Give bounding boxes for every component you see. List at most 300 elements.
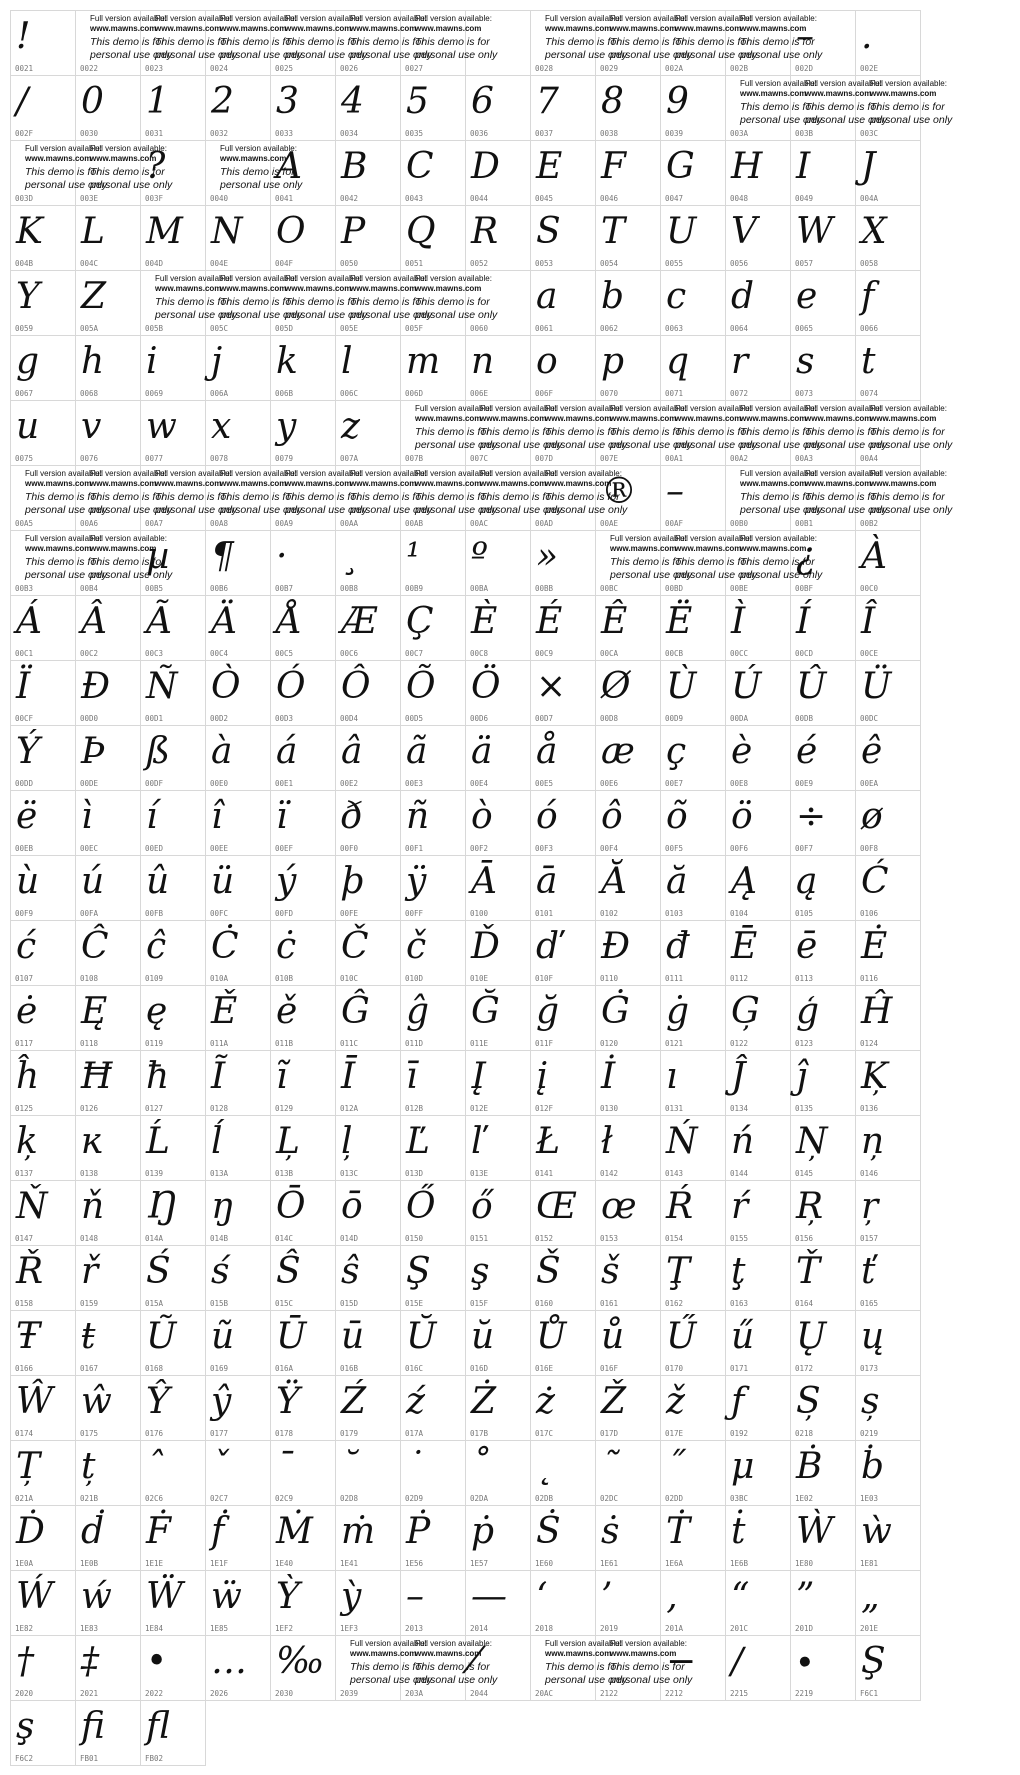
demo-notice-line4: personal use only <box>25 504 108 516</box>
glyph-cell <box>661 141 726 206</box>
glyph-char: ṁ <box>341 1511 376 1552</box>
glyph-code: 0106 <box>860 909 879 918</box>
demo-notice-line2: www.mawns.com <box>740 24 807 33</box>
glyph-code: 0037 <box>535 129 554 138</box>
glyph-code: 00C0 <box>860 584 879 593</box>
glyph-code: 0104 <box>730 909 749 918</box>
demo-notice-line1: Full version available: <box>415 469 492 478</box>
demo-notice-line2: www.mawns.com <box>90 479 157 488</box>
glyph-char: C <box>406 146 434 187</box>
glyph-code: 00C2 <box>80 649 99 658</box>
demo-notice <box>870 469 1020 517</box>
demo-notice-line4: personal use only <box>415 309 498 321</box>
glyph-code: 013D <box>405 1169 424 1178</box>
demo-notice-line4: personal use only <box>220 49 303 61</box>
glyph-code: 0030 <box>80 129 99 138</box>
demo-notice-line4: personal use only <box>90 49 173 61</box>
glyph-char: k <box>276 341 298 382</box>
glyph-char: Ì <box>731 601 746 642</box>
glyph-code: 00A1 <box>665 454 684 463</box>
glyph-code: 00E5 <box>535 779 554 788</box>
glyph-cell <box>466 921 531 986</box>
glyph-char: Ā <box>471 861 497 902</box>
demo-notice-line2: www.mawns.com <box>155 284 222 293</box>
glyph-char: ø <box>861 796 883 837</box>
demo-notice-line1: Full version available: <box>675 14 752 23</box>
glyph-cell <box>141 1376 206 1441</box>
glyph-char: Į <box>471 1056 486 1097</box>
glyph-cell <box>596 1051 661 1116</box>
demo-notice-line3: This demo is for <box>740 491 815 503</box>
glyph-cell <box>141 921 206 986</box>
demo-notice <box>870 404 1020 452</box>
glyph-code: 1E6B <box>730 1559 749 1568</box>
glyph-char: Ý <box>16 731 40 772</box>
glyph-char: ä <box>471 731 493 772</box>
glyph-char: Ó <box>276 666 306 707</box>
glyph-char: Ț <box>16 1446 41 1487</box>
glyph-cell <box>271 791 336 856</box>
glyph-code: 0177 <box>210 1429 229 1438</box>
glyph-cell <box>856 1311 921 1376</box>
glyph-code: 0029 <box>600 64 619 73</box>
glyph-code: 2013 <box>405 1624 424 1633</box>
glyph-cell <box>466 986 531 1051</box>
glyph-code: 0110 <box>600 974 619 983</box>
demo-notice-line4: personal use only <box>415 504 498 516</box>
demo-notice-line3: This demo is for <box>675 426 750 438</box>
glyph-char: ë <box>16 796 38 837</box>
glyph-cell <box>76 791 141 856</box>
glyph-code: 0025 <box>275 64 294 73</box>
glyph-code: 00E6 <box>600 779 619 788</box>
glyph-code: 004A <box>860 194 879 203</box>
glyph-cell <box>726 1636 791 1701</box>
glyph-cell <box>596 1311 661 1376</box>
glyph-cell <box>76 1051 141 1116</box>
glyph-char: i <box>146 341 158 382</box>
demo-notice-line1: Full version available: <box>610 14 687 23</box>
demo-notice-line2: www.mawns.com <box>220 479 287 488</box>
demo-notice-line1: Full version available: <box>220 469 297 478</box>
glyph-char: Ṡ <box>536 1511 561 1552</box>
glyph-cell <box>336 76 401 141</box>
glyph-char: é <box>796 731 818 772</box>
glyph-cell <box>531 596 596 661</box>
demo-notice-line1: Full version available: <box>155 14 232 23</box>
glyph-code: 0117 <box>15 1039 34 1048</box>
glyph-char: μ <box>731 1446 755 1487</box>
demo-notice-line3: This demo is for <box>805 101 880 113</box>
demo-notice-line4: personal use only <box>545 1674 628 1686</box>
glyph-char: – <box>796 16 814 57</box>
demo-notice-line3: This demo is for <box>415 1661 490 1673</box>
glyph-code: 1E0B <box>80 1559 99 1568</box>
glyph-char: t <box>861 341 876 382</box>
glyph-cell <box>206 531 271 596</box>
demo-notice-line4: personal use only <box>350 504 433 516</box>
glyph-char: I <box>796 146 811 187</box>
glyph-code: 014A <box>145 1234 164 1243</box>
demo-notice-line3: This demo is for <box>545 426 620 438</box>
glyph-char: U <box>666 211 697 252</box>
glyph-char: İ <box>601 1056 616 1097</box>
glyph-cell <box>531 531 596 596</box>
glyph-code: 00FF <box>405 909 424 918</box>
glyph-char: ṗ <box>471 1511 495 1552</box>
demo-notice-line3: This demo is for <box>740 101 815 113</box>
glyph-cell <box>271 856 336 921</box>
glyph-code: 00AE <box>600 519 619 528</box>
glyph-code: 00AB <box>405 519 424 528</box>
glyph-code: 0123 <box>795 1039 814 1048</box>
glyph-cell <box>856 1246 921 1311</box>
glyph-cell <box>336 1311 401 1376</box>
glyph-cell <box>336 401 401 466</box>
glyph-cell <box>596 141 661 206</box>
glyph-code: 0031 <box>145 129 164 138</box>
demo-notice-line2: www.mawns.com <box>740 544 807 553</box>
glyph-cell <box>141 76 206 141</box>
glyph-cell <box>466 76 531 141</box>
glyph-char: ¿ <box>796 536 816 577</box>
demo-notice-line4: personal use only <box>740 439 823 451</box>
glyph-code: 0173 <box>860 1364 879 1373</box>
glyph-code: 0120 <box>600 1039 619 1048</box>
glyph-cell <box>336 336 401 401</box>
glyph-char: ˙ <box>406 1446 424 1487</box>
glyph-cell <box>141 596 206 661</box>
demo-notice-line3: This demo is for <box>610 1661 685 1673</box>
glyph-code: 0127 <box>145 1104 164 1113</box>
glyph-cell <box>531 1051 596 1116</box>
glyph-code: 20AC <box>535 1689 554 1698</box>
glyph-char: E <box>536 146 563 187</box>
glyph-cell <box>531 791 596 856</box>
glyph-char: ī <box>406 1056 418 1097</box>
glyph-char: è <box>731 731 753 772</box>
glyph-char: ® <box>601 471 637 512</box>
glyph-cell <box>76 1701 141 1766</box>
glyph-char: N <box>211 211 243 252</box>
glyph-cell <box>11 791 76 856</box>
demo-notice-line2: www.mawns.com <box>350 1649 417 1658</box>
glyph-cell <box>596 206 661 271</box>
glyph-cell <box>466 596 531 661</box>
glyph-code: 00C8 <box>470 649 489 658</box>
glyph-code: 0027 <box>405 64 424 73</box>
glyph-code: 0174 <box>15 1429 34 1438</box>
glyph-char: Ċ <box>211 926 239 967</box>
demo-notice-line2: www.mawns.com <box>25 544 92 553</box>
glyph-char: Ï <box>16 666 31 707</box>
glyph-code: 0109 <box>145 974 164 983</box>
glyph-code: 0076 <box>80 454 99 463</box>
glyph-char: Ş <box>861 1641 886 1682</box>
glyph-cell <box>141 1636 206 1701</box>
demo-notice-line1: Full version available: <box>610 534 687 543</box>
glyph-char: ” <box>796 1576 815 1617</box>
glyph-cell <box>11 921 76 986</box>
glyph-char: Ô <box>341 666 371 707</box>
glyph-char: Ī <box>341 1056 356 1097</box>
glyph-char: P <box>341 211 366 252</box>
demo-notice-line1: Full version available: <box>90 14 167 23</box>
glyph-code: 016C <box>405 1364 424 1373</box>
glyph-char: Ď <box>471 926 500 967</box>
glyph-cell <box>466 1441 531 1506</box>
glyph-cell <box>76 726 141 791</box>
glyph-cell <box>466 661 531 726</box>
glyph-code: 0218 <box>795 1429 814 1438</box>
glyph-code: 005A <box>80 324 99 333</box>
glyph-cell <box>76 986 141 1051</box>
glyph-char: m <box>406 341 441 382</box>
glyph-char: Û <box>796 666 827 707</box>
glyph-cell <box>531 206 596 271</box>
glyph-code: 00A7 <box>145 519 164 528</box>
glyph-char: Ò <box>211 666 241 707</box>
glyph-cell <box>11 1116 76 1181</box>
glyph-code: 012B <box>405 1104 424 1113</box>
glyph-code: 00B7 <box>275 584 294 593</box>
glyph-char: Q <box>406 211 436 252</box>
glyph-code: 0118 <box>80 1039 99 1048</box>
glyph-char: ō <box>341 1186 363 1227</box>
glyph-cell <box>336 1246 401 1311</box>
glyph-code: 1E1E <box>145 1559 164 1568</box>
glyph-code: 006A <box>210 389 229 398</box>
glyph-code: 00DD <box>15 779 34 788</box>
glyph-code: 201C <box>730 1624 749 1633</box>
glyph-char: ŗ <box>861 1186 879 1227</box>
glyph-code: 2030 <box>275 1689 294 1698</box>
glyph-cell <box>531 76 596 141</box>
glyph-cell <box>401 1506 466 1571</box>
glyph-char: Í <box>796 601 811 642</box>
demo-notice-line1: Full version available: <box>220 274 297 283</box>
glyph-code: 00CB <box>665 649 684 658</box>
glyph-char: 5 <box>406 81 429 122</box>
glyph-cell <box>141 336 206 401</box>
glyph-code: 1E6A <box>665 1559 684 1568</box>
glyph-code: 1E40 <box>275 1559 294 1568</box>
glyph-cell <box>271 531 336 596</box>
glyph-code: 2019 <box>600 1624 619 1633</box>
demo-notice-line3: This demo is for <box>870 491 945 503</box>
glyph-char: ó <box>536 796 558 837</box>
glyph-code: 0134 <box>730 1104 749 1113</box>
glyph-cell <box>531 1246 596 1311</box>
glyph-char: ś <box>211 1251 230 1292</box>
glyph-cell <box>336 1506 401 1571</box>
glyph-cell <box>141 401 206 466</box>
demo-notice-line3: This demo is for <box>220 36 295 48</box>
glyph-cell <box>11 986 76 1051</box>
glyph-char: Ẃ <box>16 1576 54 1617</box>
glyph-char: ! <box>16 16 31 57</box>
glyph-cell <box>531 661 596 726</box>
demo-notice-line1: Full version available: <box>220 144 297 153</box>
demo-notice-line2: www.mawns.com <box>805 89 872 98</box>
demo-notice-line4: personal use only <box>805 504 888 516</box>
demo-notice-line3: This demo is for <box>610 556 685 568</box>
glyph-cell <box>856 661 921 726</box>
glyph-char: ș <box>861 1381 880 1422</box>
glyph-cell <box>206 1376 271 1441</box>
glyph-code: 00D7 <box>535 714 554 723</box>
glyph-char: Ő <box>406 1186 436 1227</box>
glyph-code: 00C7 <box>405 649 424 658</box>
demo-notice-line1: Full version available: <box>740 534 817 543</box>
glyph-code: 00F7 <box>795 844 814 853</box>
demo-notice-line1: Full version available: <box>610 404 687 413</box>
glyph-code: 0131 <box>665 1104 684 1113</box>
glyph-code: 00DA <box>730 714 749 723</box>
glyph-code: 0023 <box>145 64 164 73</box>
demo-notice-line2: www.mawns.com <box>545 414 612 423</box>
glyph-char: ∕ <box>731 1641 744 1682</box>
glyph-code: 005D <box>275 324 294 333</box>
demo-notice-line1: Full version available: <box>155 469 232 478</box>
glyph-code: 003D <box>15 194 34 203</box>
glyph-code: 0049 <box>795 194 814 203</box>
glyph-char: ņ <box>861 1121 885 1162</box>
glyph-cell <box>141 986 206 1051</box>
glyph-code: 00AD <box>535 519 554 528</box>
demo-notice-line4: personal use only <box>220 309 303 321</box>
glyph-code: 2219 <box>795 1689 814 1698</box>
glyph-code: 00F1 <box>405 844 424 853</box>
glyph-cell <box>661 1181 726 1246</box>
glyph-code: 1E84 <box>145 1624 164 1633</box>
glyph-cell <box>141 141 206 206</box>
glyph-char: Ķ <box>861 1056 888 1097</box>
glyph-cell <box>856 1571 921 1636</box>
glyph-code: 00D6 <box>470 714 489 723</box>
demo-notice-line2: www.mawns.com <box>545 479 612 488</box>
glyph-char: Ē <box>731 926 758 967</box>
glyph-char: Ẁ <box>796 1511 834 1552</box>
glyph-cell <box>596 1246 661 1311</box>
demo-notice-line2: www.mawns.com <box>740 479 807 488</box>
glyph-char: Ẅ <box>146 1576 184 1617</box>
glyph-code: 02C7 <box>210 1494 229 1503</box>
glyph-char: b <box>601 276 625 317</box>
demo-notice-line4: personal use only <box>90 569 173 581</box>
glyph-code: 0062 <box>600 324 619 333</box>
glyph-char: A <box>276 146 302 187</box>
glyph-cell <box>141 1571 206 1636</box>
glyph-char: ö <box>731 796 753 837</box>
glyph-cell <box>531 336 596 401</box>
glyph-char: ŝ <box>341 1251 360 1292</box>
demo-notice-line1: Full version available: <box>25 144 102 153</box>
glyph-code: 010B <box>275 974 294 983</box>
glyph-code: 00BD <box>665 584 684 593</box>
glyph-char: Ë <box>666 601 693 642</box>
glyph-cell <box>661 1571 726 1636</box>
glyph-char: ł <box>601 1121 613 1162</box>
glyph-code: 0078 <box>210 454 229 463</box>
glyph-cell <box>726 921 791 986</box>
demo-notice-line4: personal use only <box>90 504 173 516</box>
glyph-cell <box>76 661 141 726</box>
glyph-code: 0039 <box>665 129 684 138</box>
glyph-char: Ṁ <box>276 1511 313 1552</box>
glyph-code: 005F <box>405 324 424 333</box>
glyph-cell <box>76 1376 141 1441</box>
glyph-cell <box>531 986 596 1051</box>
glyph-cell <box>726 1246 791 1311</box>
glyph-cell <box>596 1181 661 1246</box>
glyph-code: 00B1 <box>795 519 814 528</box>
glyph-char: â <box>341 731 363 772</box>
glyph-code: 00F5 <box>665 844 684 853</box>
glyph-code: 02DC <box>600 1494 619 1503</box>
glyph-char: Ź <box>341 1381 367 1422</box>
glyph-char: V <box>731 211 757 252</box>
glyph-char: ŭ <box>471 1316 495 1357</box>
glyph-code: 2044 <box>470 1689 489 1698</box>
glyph-cell <box>726 206 791 271</box>
glyph-char: à <box>211 731 233 772</box>
glyph-char: ﬂ <box>146 1706 171 1747</box>
glyph-code: 00E0 <box>210 779 229 788</box>
demo-notice-line2: www.mawns.com <box>220 154 287 163</box>
glyph-code: 00C9 <box>535 649 554 658</box>
demo-notice-line1: Full version available: <box>285 274 362 283</box>
glyph-code: 015D <box>340 1299 359 1308</box>
glyph-cell <box>271 206 336 271</box>
demo-notice-line2: www.mawns.com <box>415 414 482 423</box>
glyph-char: ñ <box>406 796 430 837</box>
glyph-char: ı <box>666 1056 678 1097</box>
glyph-char: Ç <box>406 601 434 642</box>
glyph-code: F6C2 <box>15 1754 34 1763</box>
glyph-char: 2 <box>211 81 234 122</box>
glyph-code: 0147 <box>15 1234 34 1243</box>
glyph-char: Ù <box>666 666 697 707</box>
glyph-char: Ŷ <box>146 1381 170 1422</box>
glyph-cell <box>596 76 661 141</box>
glyph-char: Ň <box>16 1186 48 1227</box>
glyph-cell <box>791 531 856 596</box>
glyph-char: Ż <box>471 1381 497 1422</box>
glyph-cell <box>206 401 271 466</box>
glyph-code: 03BC <box>730 1494 749 1503</box>
glyph-code: 0035 <box>405 129 424 138</box>
glyph-char: y <box>276 406 297 447</box>
glyph-cell <box>76 1571 141 1636</box>
glyph-code: 0171 <box>730 1364 749 1373</box>
glyph-code: 015E <box>405 1299 424 1308</box>
demo-notice-line4: personal use only <box>675 569 758 581</box>
glyph-char: Ŕ <box>666 1186 694 1227</box>
glyph-code: 005C <box>210 324 229 333</box>
demo-notice-line3: This demo is for <box>480 426 555 438</box>
glyph-cell <box>856 1441 921 1506</box>
glyph-char: ô <box>601 796 623 837</box>
glyph-code: 0056 <box>730 259 749 268</box>
glyph-code: 0036 <box>470 129 489 138</box>
glyph-code: 1E57 <box>470 1559 489 1568</box>
glyph-char: D <box>471 146 500 187</box>
glyph-char: ŷ <box>211 1381 232 1422</box>
glyph-cell <box>531 1506 596 1571</box>
glyph-char: Ě <box>211 991 238 1032</box>
demo-notice-line1: Full version available: <box>25 534 102 543</box>
